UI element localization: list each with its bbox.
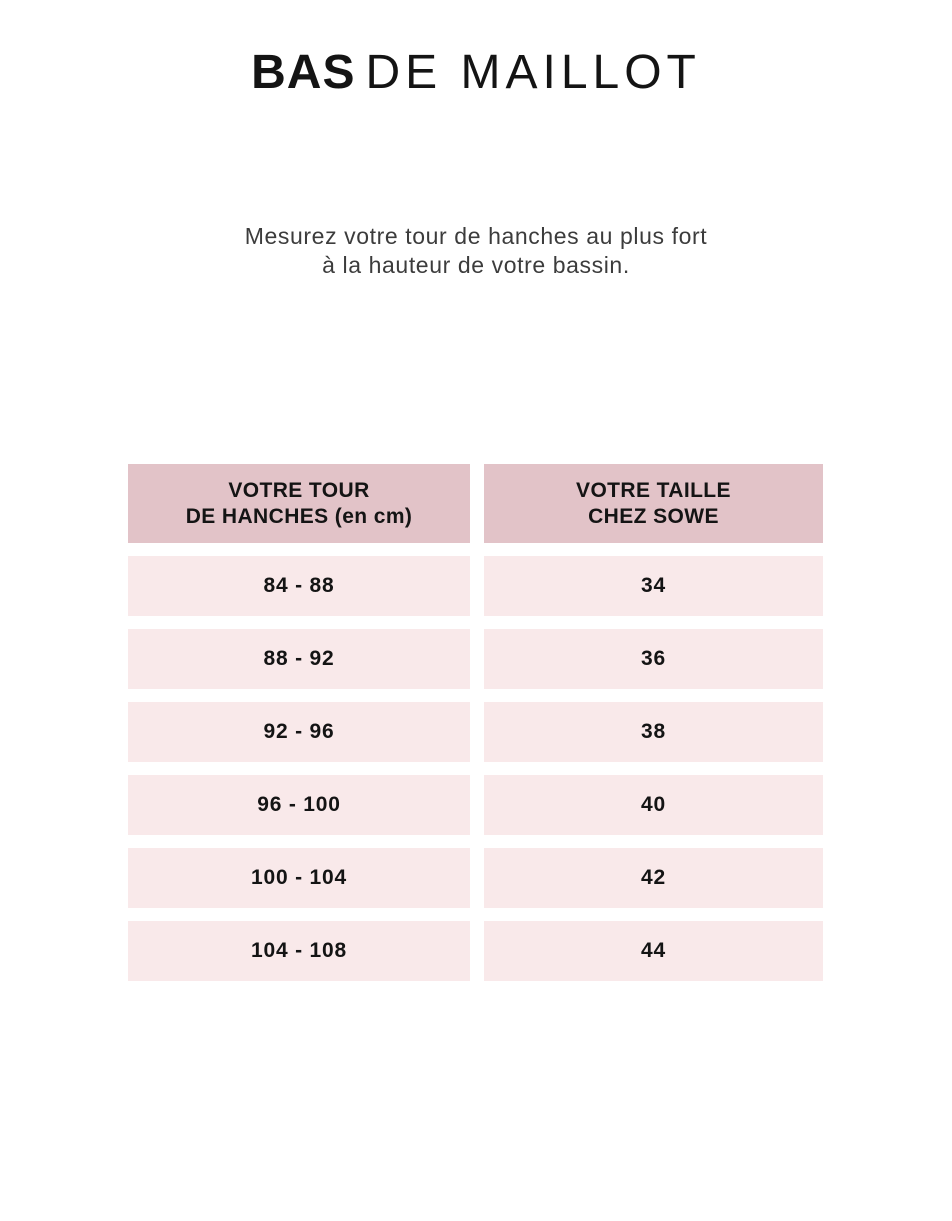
measure-instructions-line2: à la hauteur de votre bassin. [322, 252, 630, 278]
size-cell: 34 [484, 556, 823, 616]
hip-range-cell: 84 - 88 [128, 556, 470, 616]
measure-instructions [0, 222, 952, 280]
column-header-hip-line1: VOTRE TOUR [228, 478, 370, 502]
column-header-size-line1: VOTRE TAILLE [576, 478, 731, 502]
hip-range-cell: 100 - 104 [128, 848, 470, 908]
size-cell: 38 [484, 702, 823, 762]
size-cell: 44 [484, 921, 823, 981]
measure-instructions-line1: Mesurez votre tour de hanches au plus fort [244, 223, 708, 249]
column-header-hip-line2: DE HANCHES (en cm) [185, 504, 413, 528]
hip-range-cell: 104 - 108 [128, 921, 470, 981]
page-title [0, 48, 952, 98]
size-cell: 40 [484, 775, 823, 835]
size-cell: 36 [484, 629, 823, 689]
hip-range-cell: 96 - 100 [128, 775, 470, 835]
size-table [128, 464, 823, 981]
column-header-size-line2: CHEZ SOWE [588, 504, 719, 528]
hip-range-cell: 92 - 96 [128, 702, 470, 762]
page-title-light: DE MAILLOT [365, 46, 701, 99]
column-header-hip-measurement [128, 464, 470, 543]
page-title-bold: BAS [251, 46, 356, 99]
size-cell: 42 [484, 848, 823, 908]
column-header-sowe-size [484, 464, 823, 543]
hip-range-cell: 88 - 92 [128, 629, 470, 689]
